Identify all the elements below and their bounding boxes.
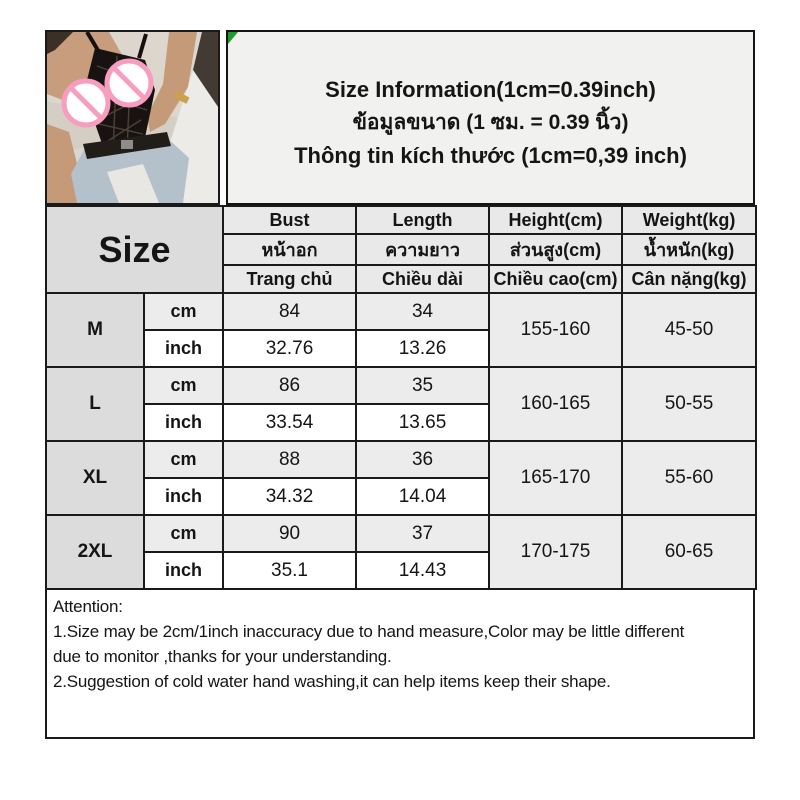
censor-icon: [64, 81, 108, 125]
top-section: [45, 30, 755, 205]
xl-length-cm: 36: [356, 441, 489, 478]
size-label-m: M: [46, 293, 144, 367]
header-weight-vi: Cân nặng(kg): [622, 265, 756, 293]
title-english: Size Information(1cm=0.39inch): [325, 77, 656, 102]
unit-cm: cm: [144, 515, 223, 552]
header-weight-en: Weight(kg): [622, 206, 756, 234]
l-bust-inch: 33.54: [223, 404, 356, 441]
model-photo-illustration: [47, 32, 218, 203]
product-photo: [45, 30, 220, 205]
header-bust-vi: Trang chủ: [223, 265, 356, 293]
size-label-xl: XL: [46, 441, 144, 515]
header-height-vi: Chiều cao(cm): [489, 265, 622, 293]
table-header-en: [46, 206, 756, 234]
l-height: 160-165: [489, 367, 622, 441]
2xl-height: 170-175: [489, 515, 622, 589]
xl-weight: 55-60: [622, 441, 756, 515]
m-bust-cm: 84: [223, 293, 356, 330]
attention-line-1: 1.Size may be 2cm/1inch inaccuracy due to hand measure,Color may be little different: [53, 622, 685, 641]
unit-inch: inch: [144, 330, 223, 367]
size-info-header: [226, 30, 755, 205]
m-length-inch: 13.26: [356, 330, 489, 367]
header-height-th: ส่วนสูง(cm): [489, 234, 622, 265]
title-vietnamese: Thông tin kích thước (1cm=0,39 inch): [294, 143, 687, 168]
title-thai: ข้อมูลขนาด (1 ซม. = 0.39 นิ้ว): [352, 111, 629, 134]
l-weight: 50-55: [622, 367, 756, 441]
table-row: [46, 367, 756, 404]
xl-height: 165-170: [489, 441, 622, 515]
attention-line-2: due to monitor ,thanks for your understanding.: [53, 647, 392, 666]
2xl-bust-cm: 90: [223, 515, 356, 552]
unit-cm: cm: [144, 367, 223, 404]
2xl-length-inch: 14.43: [356, 552, 489, 589]
corner-marker-icon: [228, 32, 238, 44]
unit-cm: cm: [144, 441, 223, 478]
header-bust-en: Bust: [223, 206, 356, 234]
l-length-inch: 13.65: [356, 404, 489, 441]
unit-cm: cm: [144, 293, 223, 330]
header-length-th: ความยาว: [356, 234, 489, 265]
m-weight: 45-50: [622, 293, 756, 367]
l-bust-cm: 86: [223, 367, 356, 404]
header-height-en: Height(cm): [489, 206, 622, 234]
xl-bust-cm: 88: [223, 441, 356, 478]
2xl-weight: 60-65: [622, 515, 756, 589]
unit-inch: inch: [144, 552, 223, 589]
2xl-length-cm: 37: [356, 515, 489, 552]
attention-note: [45, 588, 755, 739]
attention-title: Attention:: [53, 597, 123, 616]
censor-icon: [107, 61, 151, 105]
m-height: 155-160: [489, 293, 622, 367]
m-bust-inch: 32.76: [223, 330, 356, 367]
attention-line-3: 2.Suggestion of cold water hand washing,it can help items keep their shape.: [53, 672, 611, 691]
table-row: [46, 441, 756, 478]
header-weight-th: น้ำหนัก(kg): [622, 234, 756, 265]
size-chart-page: [45, 30, 755, 739]
xl-length-inch: 14.04: [356, 478, 489, 515]
table-row: [46, 293, 756, 330]
xl-bust-inch: 34.32: [223, 478, 356, 515]
l-length-cm: 35: [356, 367, 489, 404]
header-length-en: Length: [356, 206, 489, 234]
header-bust-th: หน้าอก: [223, 234, 356, 265]
unit-inch: inch: [144, 404, 223, 441]
size-header-cell: Size: [46, 206, 223, 293]
size-table: [45, 205, 757, 590]
size-label-2xl: 2XL: [46, 515, 144, 589]
2xl-bust-inch: 35.1: [223, 552, 356, 589]
unit-inch: inch: [144, 478, 223, 515]
header-length-vi: Chiều dài: [356, 265, 489, 293]
size-label-l: L: [46, 367, 144, 441]
table-row: [46, 515, 756, 552]
m-length-cm: 34: [356, 293, 489, 330]
